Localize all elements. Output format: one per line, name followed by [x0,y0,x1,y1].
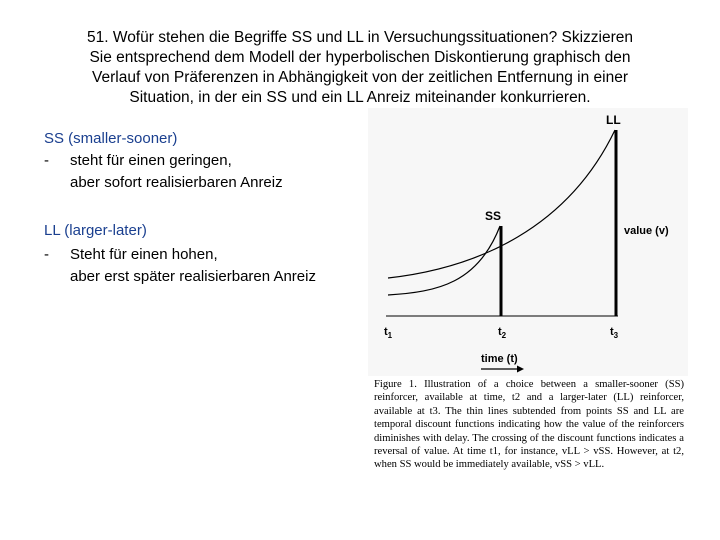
figure-caption: Figure 1. Illustration of a choice between a smaller-sooner (SS) reinforcer, available at time, t2 and a larger-later (LL) reinforcer, available at t3. The thin lines subtended from points SS and LL are temporal discount functions indicating how the value of the reinforcers diminishes with delay. The crossing of the discount functions indicates a reversal of value. At time t1, for instance, vLL > vSS. However, at t2, when SS would be immediately available, vSS > vLL. [374,379,684,471]
t1-label: $t_1$ [384,326,393,340]
t3-label: $t_3$ [610,326,619,340]
ss-definition-text: steht für einen geringen, aber sofort realisierbaren Anreiz [70,152,283,191]
ss-bullet: - [44,152,49,169]
time-axis-label: time (t) [481,353,518,365]
ll-definition-title: LL (larger-later) [44,222,147,239]
ll-label: LL [606,113,621,127]
hyperbolic-discount-figure [368,108,688,488]
t2-label: $t_2$ [498,326,507,340]
ss-label: SS [485,209,502,223]
ss-definition-title: SS (smaller-sooner) [44,130,178,147]
figure-background [368,108,688,376]
question-text: 51. Wofür stehen die Begriffe SS und LL in Versuchungssituationen? Skizzieren Sie entsprechend dem Modell der hyperbolischen Diskontierung graphisch den Verlauf von Präferenzen in Abhängigkeit von der zeitlichen Entfernung in einer Situation, in der ein SS und ein LL Anreiz miteinander konkurrieren. [86,29,633,106]
value-axis-label: value (v) [624,225,669,237]
ll-definition-text: Steht für einen hohen, aber erst später realisierbaren Anreiz [70,246,316,285]
ll-bullet: - [44,246,49,263]
